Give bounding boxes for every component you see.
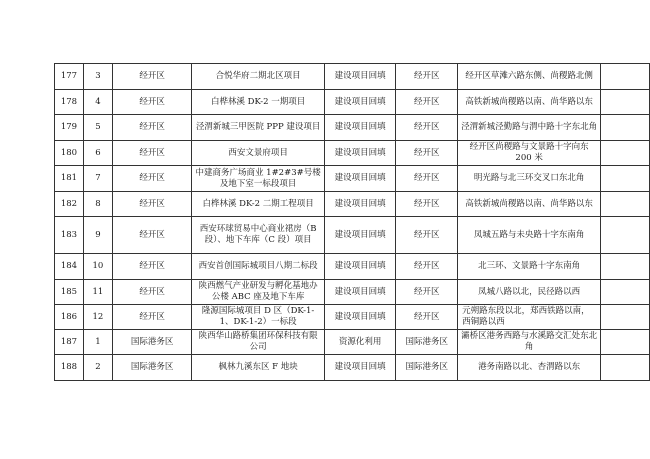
area-cell: 经开区	[396, 280, 458, 305]
area-cell: 经开区	[396, 64, 458, 90]
table-row	[55, 355, 650, 381]
location-cell: 凤城八路以北，民径路以西	[458, 280, 601, 305]
area-cell: 经开区	[396, 115, 458, 141]
type-cell: 建设项目回填	[324, 217, 396, 254]
sub-seq-cell: 12	[83, 305, 112, 330]
table-row	[55, 192, 650, 217]
table-row	[55, 115, 650, 141]
area-cell: 经开区	[396, 192, 458, 217]
seq-cell: 182	[55, 192, 84, 217]
seq-cell: 185	[55, 280, 84, 305]
location-cell: 元朔路东段以北，郑西铁路以南，西铜路以西	[458, 305, 601, 330]
sub-seq-cell: 3	[83, 64, 112, 90]
type-cell: 建设项目回填	[324, 90, 396, 115]
table-row	[55, 166, 650, 192]
area-cell: 经开区	[396, 305, 458, 330]
note-cell	[601, 192, 650, 217]
project-cell: 陕西燃气产业研发与孵化基地办公楼 ABC 座及地下车库	[192, 280, 324, 305]
type-cell: 建设项目回填	[324, 141, 396, 166]
project-cell: 泾渭新城三甲医院 PPP 建设项目	[192, 115, 324, 141]
location-cell: 经开区草滩六路东侧、尚稷路北侧	[458, 64, 601, 90]
sub-seq-cell: 8	[83, 192, 112, 217]
seq-cell: 181	[55, 166, 84, 192]
seq-cell: 187	[55, 330, 84, 355]
project-cell: 枫林九溪东区 F 地块	[192, 355, 324, 381]
type-cell: 建设项目回填	[324, 166, 396, 192]
district-cell: 经开区	[112, 254, 192, 280]
table-row	[55, 330, 650, 355]
project-cell: 隆源国际城项目 D 区（DK-1-1、DK-1-2）一标段	[192, 305, 324, 330]
location-cell: 明光路与北三环交叉口东北角	[458, 166, 601, 192]
district-cell: 国际港务区	[112, 330, 192, 355]
note-cell	[601, 280, 650, 305]
seq-cell: 180	[55, 141, 84, 166]
seq-cell: 183	[55, 217, 84, 254]
district-cell: 经开区	[112, 64, 192, 90]
seq-cell: 186	[55, 305, 84, 330]
district-cell: 经开区	[112, 305, 192, 330]
location-cell: 港务南路以北、杏渭路以东	[458, 355, 601, 381]
location-cell: 经开区尚稷路与文景路十字向东 200 米	[458, 141, 601, 166]
sub-seq-cell: 11	[83, 280, 112, 305]
area-cell: 国际港务区	[396, 355, 458, 381]
district-cell: 经开区	[112, 115, 192, 141]
note-cell	[601, 166, 650, 192]
note-cell	[601, 64, 650, 90]
note-cell	[601, 90, 650, 115]
area-cell: 经开区	[396, 254, 458, 280]
location-cell: 泾渭新城泾勤路与渭中路十字东北角	[458, 115, 601, 141]
table-row	[55, 217, 650, 254]
seq-cell: 179	[55, 115, 84, 141]
project-cell: 白桦林溪 DK-2 一期项目	[192, 90, 324, 115]
project-cell: 白桦林溪 DK-2 二期工程项目	[192, 192, 324, 217]
area-cell: 经开区	[396, 141, 458, 166]
sub-seq-cell: 2	[83, 355, 112, 381]
sub-seq-cell: 5	[83, 115, 112, 141]
type-cell: 建设项目回填	[324, 254, 396, 280]
project-cell: 西安环球贸易中心商业裙房（B 段）、地下车库（C 段）项目	[192, 217, 324, 254]
table-row	[55, 141, 650, 166]
district-cell: 经开区	[112, 280, 192, 305]
district-cell: 经开区	[112, 90, 192, 115]
district-cell: 国际港务区	[112, 355, 192, 381]
district-cell: 经开区	[112, 141, 192, 166]
sub-seq-cell: 6	[83, 141, 112, 166]
location-cell: 高铁新城尚稷路以南、尚华路以东	[458, 90, 601, 115]
table-row	[55, 280, 650, 305]
type-cell: 资源化利用	[324, 330, 396, 355]
note-cell	[601, 330, 650, 355]
project-cell: 西安首创国际城项目八期二标段	[192, 254, 324, 280]
location-cell: 高铁新城尚稷路以南、尚华路以东	[458, 192, 601, 217]
project-cell: 陕西华山路桥集团环保科技有限公司	[192, 330, 324, 355]
area-cell: 经开区	[396, 90, 458, 115]
seq-cell: 184	[55, 254, 84, 280]
district-cell: 经开区	[112, 192, 192, 217]
table-body	[55, 64, 650, 381]
sub-seq-cell: 9	[83, 217, 112, 254]
type-cell: 建设项目回填	[324, 305, 396, 330]
note-cell	[601, 254, 650, 280]
seq-cell: 177	[55, 64, 84, 90]
seq-cell: 188	[55, 355, 84, 381]
project-cell: 西安文景府项目	[192, 141, 324, 166]
sub-seq-cell: 4	[83, 90, 112, 115]
note-cell	[601, 305, 650, 330]
sub-seq-cell: 1	[83, 330, 112, 355]
note-cell	[601, 141, 650, 166]
note-cell	[601, 355, 650, 381]
area-cell: 经开区	[396, 166, 458, 192]
note-cell	[601, 115, 650, 141]
table-row	[55, 254, 650, 280]
location-cell: 灞桥区港务西路与水溪路交汇处东北角	[458, 330, 601, 355]
type-cell: 建设项目回填	[324, 192, 396, 217]
area-cell: 国际港务区	[396, 330, 458, 355]
location-cell: 凤城五路与未央路十字东南角	[458, 217, 601, 254]
project-cell: 合悦华府二期北区项目	[192, 64, 324, 90]
type-cell: 建设项目回填	[324, 355, 396, 381]
sub-seq-cell: 7	[83, 166, 112, 192]
district-cell: 经开区	[112, 217, 192, 254]
type-cell: 建设项目回填	[324, 280, 396, 305]
project-cell: 中建商务广场商业 1#2#3#号楼及地下室一标段项目	[192, 166, 324, 192]
seq-cell: 178	[55, 90, 84, 115]
type-cell: 建设项目回填	[324, 64, 396, 90]
table-row	[55, 305, 650, 330]
project-table	[54, 63, 650, 381]
sub-seq-cell: 10	[83, 254, 112, 280]
type-cell: 建设项目回填	[324, 115, 396, 141]
table-row	[55, 64, 650, 90]
note-cell	[601, 217, 650, 254]
table-row	[55, 90, 650, 115]
area-cell: 经开区	[396, 217, 458, 254]
location-cell: 北三环、文景路十字东南角	[458, 254, 601, 280]
district-cell: 经开区	[112, 166, 192, 192]
